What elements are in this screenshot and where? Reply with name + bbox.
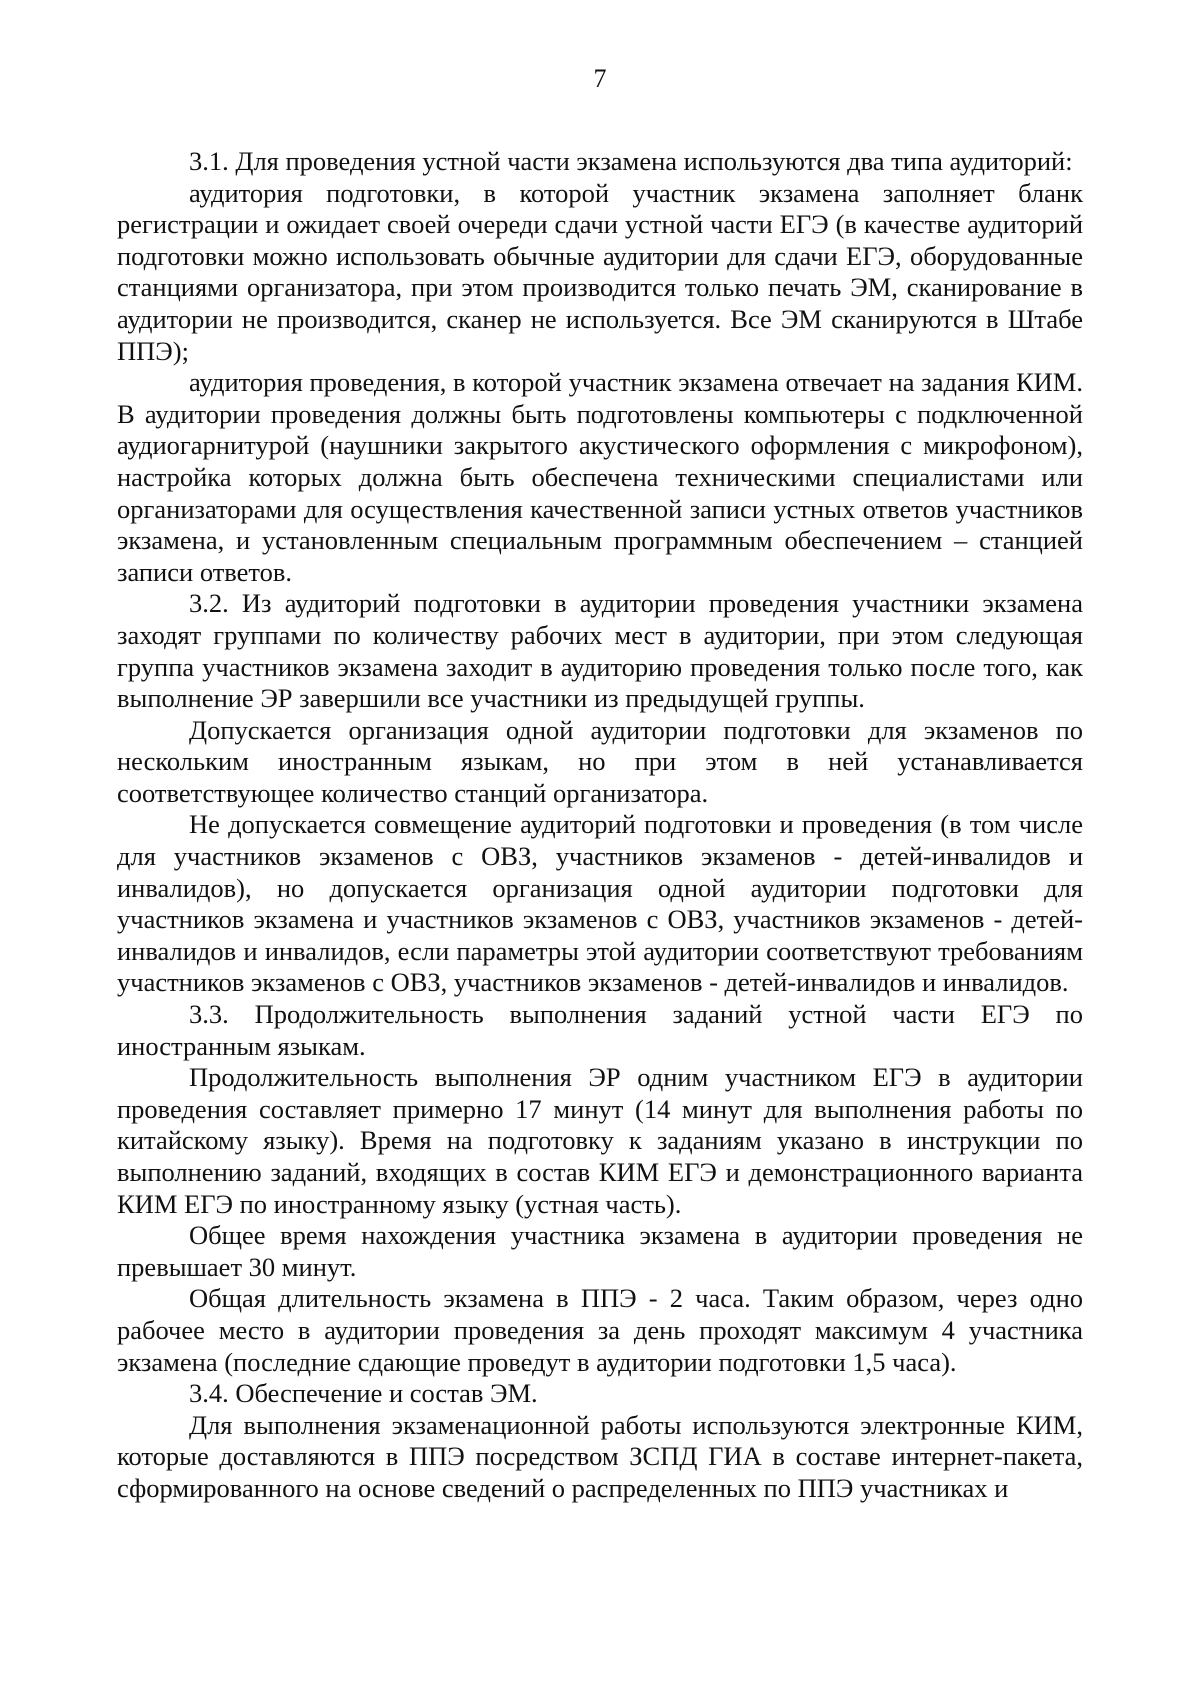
paragraph-3-2: 3.2. Из аудиторий подготовки в аудитории проведения участники экзамена заходят группами по количеству рабочих мест в аудитории, при этом следующая группа участников экзамена заходит в аудиторию проведения только после того, как выполнение ЭР завершили все участники из предыдущей группы. (117, 588, 1083, 714)
paragraph-duration: Продолжительность выполнения ЭР одним участником ЕГЭ в аудитории проведения составляет примерно 17 минут (14 минут для выполнения работы по китайскому языку). Время на подготовку к заданиям указано в инструкции по выполнению заданий, входящих в состав КИМ ЕГЭ и демонстрационного варианта КИМ ЕГЭ по иностранному языку (устная часть). (117, 1062, 1083, 1219)
paragraph-multiple-languages: Допускается организация одной аудитории подготовки для экзаменов по нескольким иностранным языкам, но при этом в ней устанавливается соответствующее количество станций организатора. (117, 714, 1083, 808)
paragraph-preparation-room: аудитория подготовки, в которой участник экзамена заполняет бланк регистрации и ожидает своей очереди сдачи устной части ЕГЭ (в качестве аудиторий подготовки можно использовать обычные аудитории для сдачи ЕГЭ, оборудованные станциями организатора, при этом производится только печать ЭМ, сканирование в аудитории не производится, сканер не используется. Все ЭМ сканируются в Штабе ППЭ); (117, 177, 1083, 366)
paragraph-total-time: Общее время нахождения участника экзамена в аудитории проведения не превышает 30 минут. (117, 1220, 1083, 1282)
paragraph-exam-length: Общая длительность экзамена в ППЭ - 2 часа. Таким образом, через одно рабочее место в аудитории проведения за день проходят максимум 4 участника экзамена (последние сдающие проведут в аудитории подготовки 1,5 часа). (117, 1283, 1083, 1377)
document-body (117, 146, 1083, 1505)
paragraph-exam-room: аудитория проведения, в которой участник экзамена отвечает на задания КИМ. В аудитории проведения должны быть подготовлены компьютеры с подключенной аудиогарнитурой (наушники закрытого акустического оформления с микрофоном), настройка которых должна быть обеспечена техническими специалистами или организаторами для осуществления качественной записи устных ответов участников экзамена, и установленным специальным программным обеспечением – станцией записи ответов. (117, 367, 1083, 587)
paragraph-electronic-kim: Для выполнения экзаменационной работы используются электронные КИМ, которые доставляются в ППЭ посредством ЗСПД ГИА в составе интернет-пакета, сформированного на основе сведений о распределенных по ППЭ участниках и (117, 1409, 1083, 1503)
paragraph-3-4: 3.4. Обеспечение и состав ЭМ. (189, 1378, 538, 1409)
paragraph-room-combination: Не допускается совмещение аудиторий подготовки и проведения (в том числе для участников экзаменов с ОВЗ, участников экзаменов - детей-инвалидов и инвалидов), но допускается организация одной аудитории подготовки для участников экзамена и участников экзаменов с ОВЗ, участников экзаменов - детей-инвалидов и инвалидов, если параметры этой аудитории соответствуют требованиям участников экзаменов с ОВЗ, участников экзаменов - детей-инвалидов и инвалидов. (117, 809, 1083, 998)
paragraph-3-1-intro: 3.1. Для проведения устной части экзамена используются два типа аудиторий: (189, 146, 1073, 176)
paragraph-3-3: 3.3. Продолжительность выполнения заданий устной части ЕГЭ по иностранным языкам. (117, 999, 1083, 1061)
page-number: 7 (593, 64, 607, 93)
